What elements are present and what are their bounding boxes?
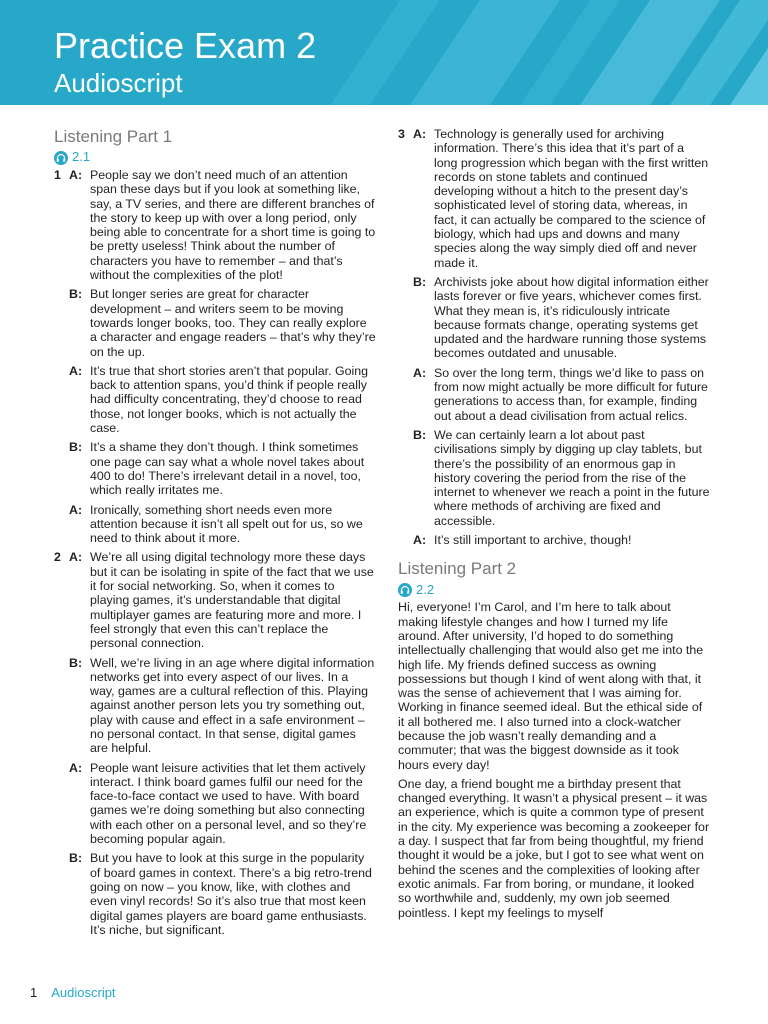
speaker-label: A: bbox=[69, 550, 83, 565]
headphones-icon bbox=[398, 583, 412, 597]
speaker-label: A: bbox=[413, 533, 427, 548]
dialogue-text: So over the long term, things we’d like to pass on from now might actually be more difficult for future generations to access than, for example, finding out about a dead civilisation from actual relics. bbox=[434, 365, 708, 423]
dialogue-line bbox=[54, 656, 376, 756]
right-column bbox=[398, 127, 710, 925]
question-number: 2 bbox=[54, 550, 61, 565]
headphones-icon bbox=[54, 151, 68, 165]
dialogue-line bbox=[54, 503, 376, 546]
speaker-label: A: bbox=[413, 127, 427, 141]
dialogue-text: Archivists joke about how digital information either lasts forever or five years, whichever comes first. What they mean is, it’s ridiculously intricate because formats change, operating systems get updated and the hardware running those systems becomes outdated and unusable. bbox=[434, 274, 709, 361]
audio-track-2-2 bbox=[398, 582, 710, 597]
footer-label: Audioscript bbox=[51, 985, 116, 1000]
question-3 bbox=[398, 127, 710, 547]
dialogue-line bbox=[54, 364, 376, 435]
dialogue-line bbox=[54, 440, 376, 497]
speaker-label: A: bbox=[69, 168, 83, 182]
question-1 bbox=[54, 168, 376, 545]
dialogue-text: It’s still important to archive, though! bbox=[434, 533, 632, 548]
track-number: 2.2 bbox=[416, 581, 435, 597]
dialogue-text: Technology is generally used for archiving information. There’s this idea that it’s part of a long progression which began with the first written records on stone tablets and continued developing without a hitch to the present day’s sophisticated level of storing data, whereas, in fact, it can actually be compared to the science of biology, which had ups and downs and many species along the way simply died off and never made it. bbox=[434, 127, 709, 270]
dialogue-text: We’re all using digital technology more these days but it can be isolating in spite of the fact that we use it for social networking. So, when it comes to playing games, it’s understandable that digital multiplayer games are featuring more and more. I feel strongly that even this can’t replace the personal connection. bbox=[90, 550, 374, 651]
speaker-label: B: bbox=[413, 427, 427, 442]
dialogue-line bbox=[54, 550, 376, 650]
dialogue-text: People want leisure activities that let them actively interact. I think board games fulfil our need for the face-to-face contact we used to have. With board games we’re doing something but also connecting with each other on a personal level, and so they’re becoming popular again. bbox=[90, 760, 367, 847]
dialogue-line bbox=[54, 287, 376, 358]
speaker-label: A: bbox=[413, 365, 427, 380]
dialogue-text: People say we don’t need much of an attention span these days but if you look at something like, say, a TV series, and there are different branches of the story to keep up with over a long period, only being able to concentrate for a short time is going to be pretty useless! Think about the number of characters you have to remember – and that’s without the complexities of the plot! bbox=[90, 168, 376, 283]
dialogue-line bbox=[398, 533, 710, 547]
dialogue-text: It’s a shame they don’t though. I think sometimes one page can say what a whole novel takes about 400 to do! There’s irrelevant detail in a novel, too, which really irritates me. bbox=[90, 440, 365, 498]
question-2 bbox=[54, 550, 376, 937]
track-number: 2.1 bbox=[72, 149, 91, 165]
speaker-label: A: bbox=[69, 363, 83, 378]
dialogue-line bbox=[54, 851, 376, 937]
monologue-paragraph: One day, a friend bought me a birthday present that changed everything. It wasn’t a physical present – it was an experience, which is quite a common type of present in the city. My experience was becoming a zookeeper for a day. I suspect that far from being thoughtful, my friend thought it would be a joke, but I got to see what went on behind the scenes and the complexities of looking after exotic animals. Far from boring, or mundane, it looked so worthwhile and, suddenly, my own job seemed pointless. I kept my feelings to myself bbox=[398, 776, 710, 920]
speaker-label: B: bbox=[69, 287, 83, 302]
dialogue-text: But longer series are great for character development – and writers seem to be moving towards longer books, too. They can really explore a character and engage readers – that’s why they’re on the up. bbox=[90, 287, 376, 359]
section-heading-part1: Listening Part 1 bbox=[54, 127, 173, 146]
page-subtitle: Audioscript bbox=[54, 68, 183, 98]
question-number: 1 bbox=[54, 168, 61, 182]
dialogue-line bbox=[398, 428, 710, 528]
speaker-label: B: bbox=[69, 440, 83, 455]
section-heading-part2: Listening Part 2 bbox=[398, 559, 517, 579]
speaker-label: B: bbox=[69, 655, 83, 670]
dialogue-text: It’s true that short stories aren’t that popular. Going back to attention spans, you’d think if people really had difficulty concentrating, they’d choose to read those, not longer books, which is not actually the case. bbox=[90, 363, 369, 436]
dialogue-line bbox=[398, 275, 710, 361]
dialogue-line bbox=[398, 366, 710, 423]
page-title: Practice Exam 2 bbox=[54, 25, 317, 66]
dialogue-text: Ironically, something short needs even more attention because it isn’t all spelt out for us, so we need to think about it more. bbox=[90, 502, 363, 546]
left-column bbox=[54, 127, 376, 942]
dialogue-line bbox=[398, 127, 710, 270]
monologue-paragraph: Hi, everyone! I’m Carol, and I’m here to talk about making lifestyle changes and how I turned my life around. After university, I’d hoped to do something intellectually challenging that would also get me into the high life. My friends defined success as owning possessions but though I kind of went along with that, it was the sense of achievement that I was aiming for. Working in finance seemed ideal. But the ethical side of it all bothered me. I also turned into a clock-watcher because the job wasn’t really demanding and a commuter; that was the biggest downside as it took hours every day! bbox=[398, 600, 704, 772]
question-number: 3 bbox=[398, 127, 405, 141]
speaker-label: A: bbox=[69, 502, 83, 517]
dialogue-text: But you have to look at this surge in the popularity of board games in context. There’s a big retro-trend going on now – you know, like, with clothes and even vinyl records! So it’s also true that most keen digital games players are board game enthusiasts. It’s niche, but significant. bbox=[90, 851, 372, 937]
header-band bbox=[0, 0, 768, 105]
dialogue-line bbox=[54, 761, 376, 847]
dialogue-line bbox=[54, 168, 376, 282]
audio-track-2-1 bbox=[54, 150, 376, 165]
dialogue-text: Well, we’re living in an age where digital information networks get into every aspect of our lives. In a way, games are a cultural reflection of this. Playing against another person lets you try something out, play with cause and effect in a safe environment – no personal contact. In that sense, digital games are helpful. bbox=[90, 655, 375, 756]
speaker-label: B: bbox=[413, 274, 427, 289]
speaker-label: A: bbox=[69, 760, 83, 775]
page-number: 1 bbox=[30, 985, 38, 1000]
page-footer bbox=[30, 985, 116, 1000]
speaker-label: B: bbox=[69, 851, 83, 866]
dialogue-text: We can certainly learn a lot about past civilisations simply by digging up clay tablets, but there’s the possibility of an enormous gap in history covering the period from the rise of the internet to whenever we reach a point in the future where methods of archiving are fixed and accessible. bbox=[434, 427, 710, 528]
